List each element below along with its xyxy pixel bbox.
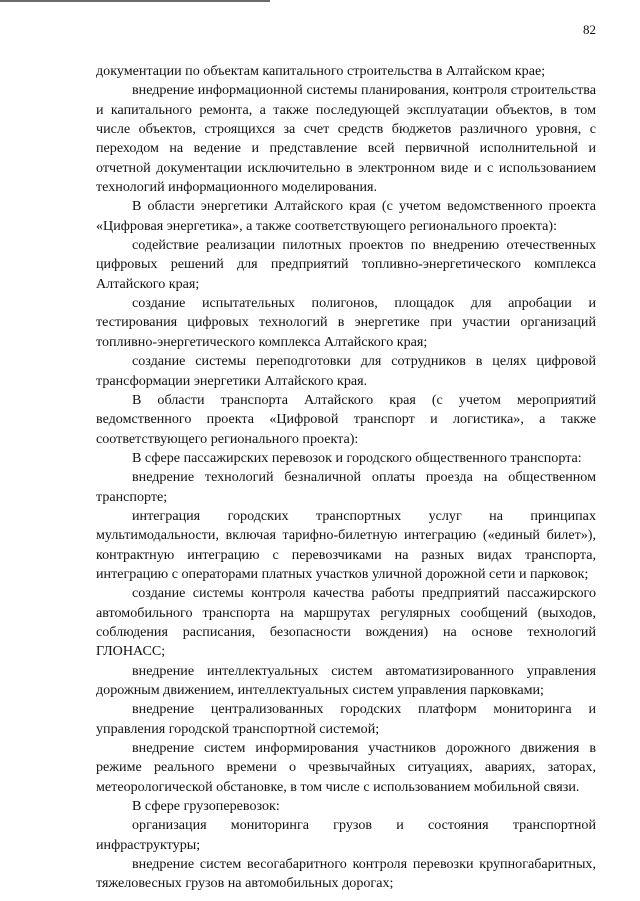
paragraph: внедрение информационной системы планирования, контроля строительства и капитального ремонта, а также последующей эксплуатации объектов, в том числе объектов, строящихся за счет средств бюджетов различного уровня, с переходом на ведение и представление всей первичной исполнительной и отчетной документации исключительно в электронном виде и с использованием технологий информационного моделирования. (96, 82, 596, 196)
section-heading: В сфере грузоперевозок: (132, 798, 280, 815)
paragraph: В сфере пассажирских перевозок и городского общественного транспорта: (132, 449, 582, 466)
document-body (96, 62, 596, 894)
paragraph: интеграция городских транспортных услуг на принципах мультимодальности, включая тарифно-билетную интеграцию («единый билет»), контрактную интеграцию с перевозчиками на разных видах транспорта, интеграцию с операторами платных участков уличной дорожной сети и парковок; (96, 507, 596, 582)
paragraph: создание испытательных полигонов, площадок для апробации и тестирования цифровых технологий в энергетике при участии организаций топливно-энергетического комплекса Алтайского края; (96, 295, 596, 350)
top-rule (0, 0, 270, 2)
page-number: 82 (583, 22, 596, 37)
paragraph: внедрение интеллектуальных систем автоматизированного управления дорожным движением, интеллектуальных систем управления парковками; (96, 662, 596, 698)
paragraph: содействие реализации пилотных проектов по внедрению отечественных цифровых решений для предприятий топливно-энергетического комплекса Алтайского края; (96, 237, 596, 292)
paragraph: В области транспорта Алтайского края (с учетом мероприятий ведомственного проекта «Цифровой транспорт и логистика», а также соответствующего регионального проекта): (96, 391, 596, 447)
paragraph: создание системы контроля качества работы предприятий пассажирского автомобильного транспорта на маршрутах регулярных сообщений (выходов, соблюдения расписания, безопасности вождения) на основе технологий ГЛОНАСС; (96, 585, 596, 660)
paragraph: внедрение централизованных городских платформ мониторинга и управления городской транспортной системой; (96, 701, 596, 737)
paragraph: документации по объектам капитального строительства в Алтайском крае; (96, 63, 546, 79)
paragraph: внедрение систем весогабаритного контроля перевозки крупногабаритных, тяжеловесных грузов на автомобильных дорогах; (96, 856, 596, 892)
paragraph: организация мониторинга грузов и состояния транспортной инфраструктуры; (96, 817, 596, 853)
paragraph: внедрение систем информирования участников дорожного движения в режиме реального времени о чрезвычайных ситуациях, авариях, заторах, метеорологической обстановке, в том числе с использованием мобильной связи. (96, 740, 596, 795)
paragraph: внедрение технологий безналичной оплаты проезда на общественном транспорте; (96, 469, 596, 505)
paragraph: В области энергетики Алтайского края (с учетом ведомственного проекта «Цифровая энергетика», а также соответствующего регионального проекта): (96, 198, 596, 234)
paragraph: создание системы переподготовки для сотрудников в целях цифровой трансформации энергетики Алтайского края. (96, 353, 596, 389)
